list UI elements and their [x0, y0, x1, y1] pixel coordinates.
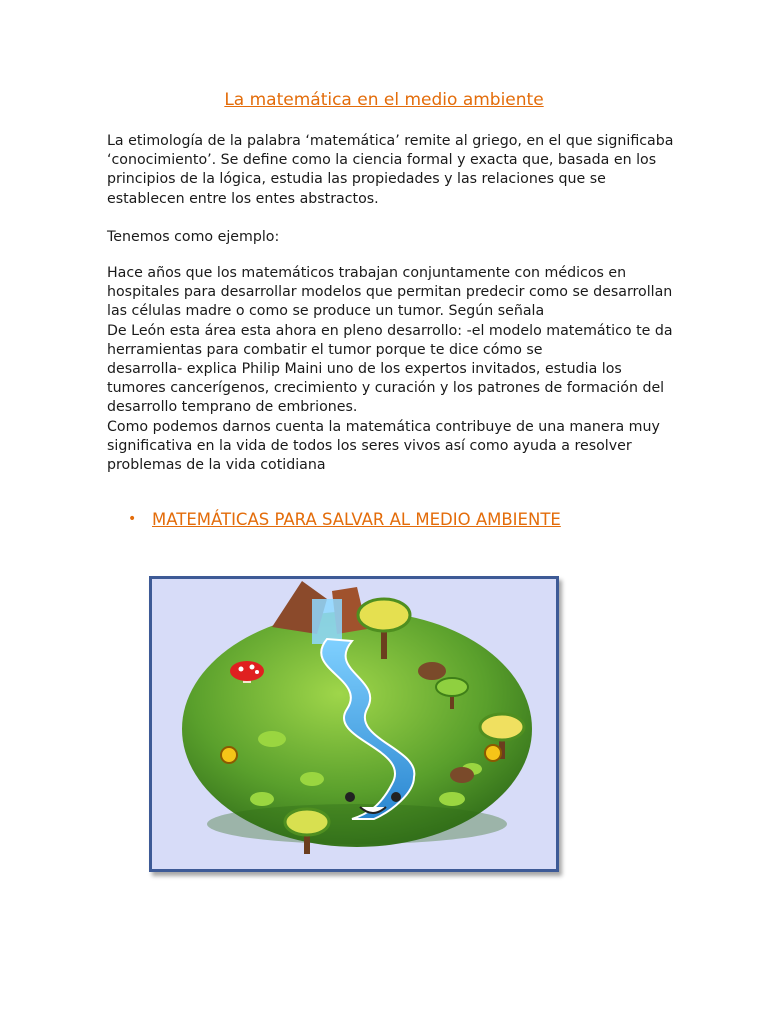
text-line: hospitales para desarrollar modelos que permitan predecir como se desarrollan [107, 284, 673, 301]
planet-illustration [149, 576, 559, 872]
tree [285, 809, 329, 854]
text-line: tumores cancerígenos, crecimiento y curación y los patrones de formación del [107, 380, 665, 397]
bullet-item [128, 510, 561, 529]
bullet-marker: • [128, 511, 137, 527]
page-title: La matemática en el medio ambiente [224, 90, 544, 110]
text-line: principios de la lógica, estudia las propiedades y las relaciones que se [107, 171, 606, 188]
text-line: De León esta área esta ahora en pleno desarrollo: -el modelo matemático te da [107, 322, 673, 339]
text-line: Como podemos darnos cuenta la matemática contribuye de una manera muy [107, 418, 660, 435]
sunflower [485, 745, 501, 761]
paragraph-etymology [107, 132, 674, 209]
text-line: herramientas para combatir el tumor porque te dice cómo se [107, 341, 543, 358]
text-line: ‘conocimiento’. Se define como la ciencia formal y exacta que, basada en los [107, 152, 657, 169]
text-line: significativa en la vida de todos los seres vivos así como ayuda a resolver [107, 437, 632, 454]
text-line: Hace años que los matemáticos trabajan conjuntamente con médicos en [107, 265, 627, 281]
tree-stump [418, 662, 446, 680]
planet-shadow [207, 804, 507, 844]
text-line: desarrolla- explica Philip Maini uno de los expertos invitados, estudia los [107, 361, 622, 378]
paragraph-research [107, 264, 673, 475]
paragraph-example-intro [107, 228, 667, 247]
planet-svg [152, 579, 556, 869]
text-line: La etimología de la palabra ‘matemática’ remite al griego, en el que significaba [107, 133, 674, 149]
tree-stump [450, 767, 474, 783]
text-line: desarrollo temprano de embriones. [107, 399, 358, 416]
bullet-heading: MATEMÁTICAS PARA SALVAR AL MEDIO AMBIENTE [152, 510, 561, 529]
text-line: Tenemos como ejemplo: [107, 229, 280, 245]
sunflower [221, 747, 237, 763]
text-line: las células madre o como se produce un tumor. Según señala [107, 303, 545, 320]
waterfall [312, 599, 342, 644]
text-line: establecen entre los entes abstractos. [107, 190, 379, 207]
planet-eye [391, 792, 401, 802]
planet-eye [345, 792, 355, 802]
text-line: problemas de la vida cotidiana [107, 457, 326, 474]
